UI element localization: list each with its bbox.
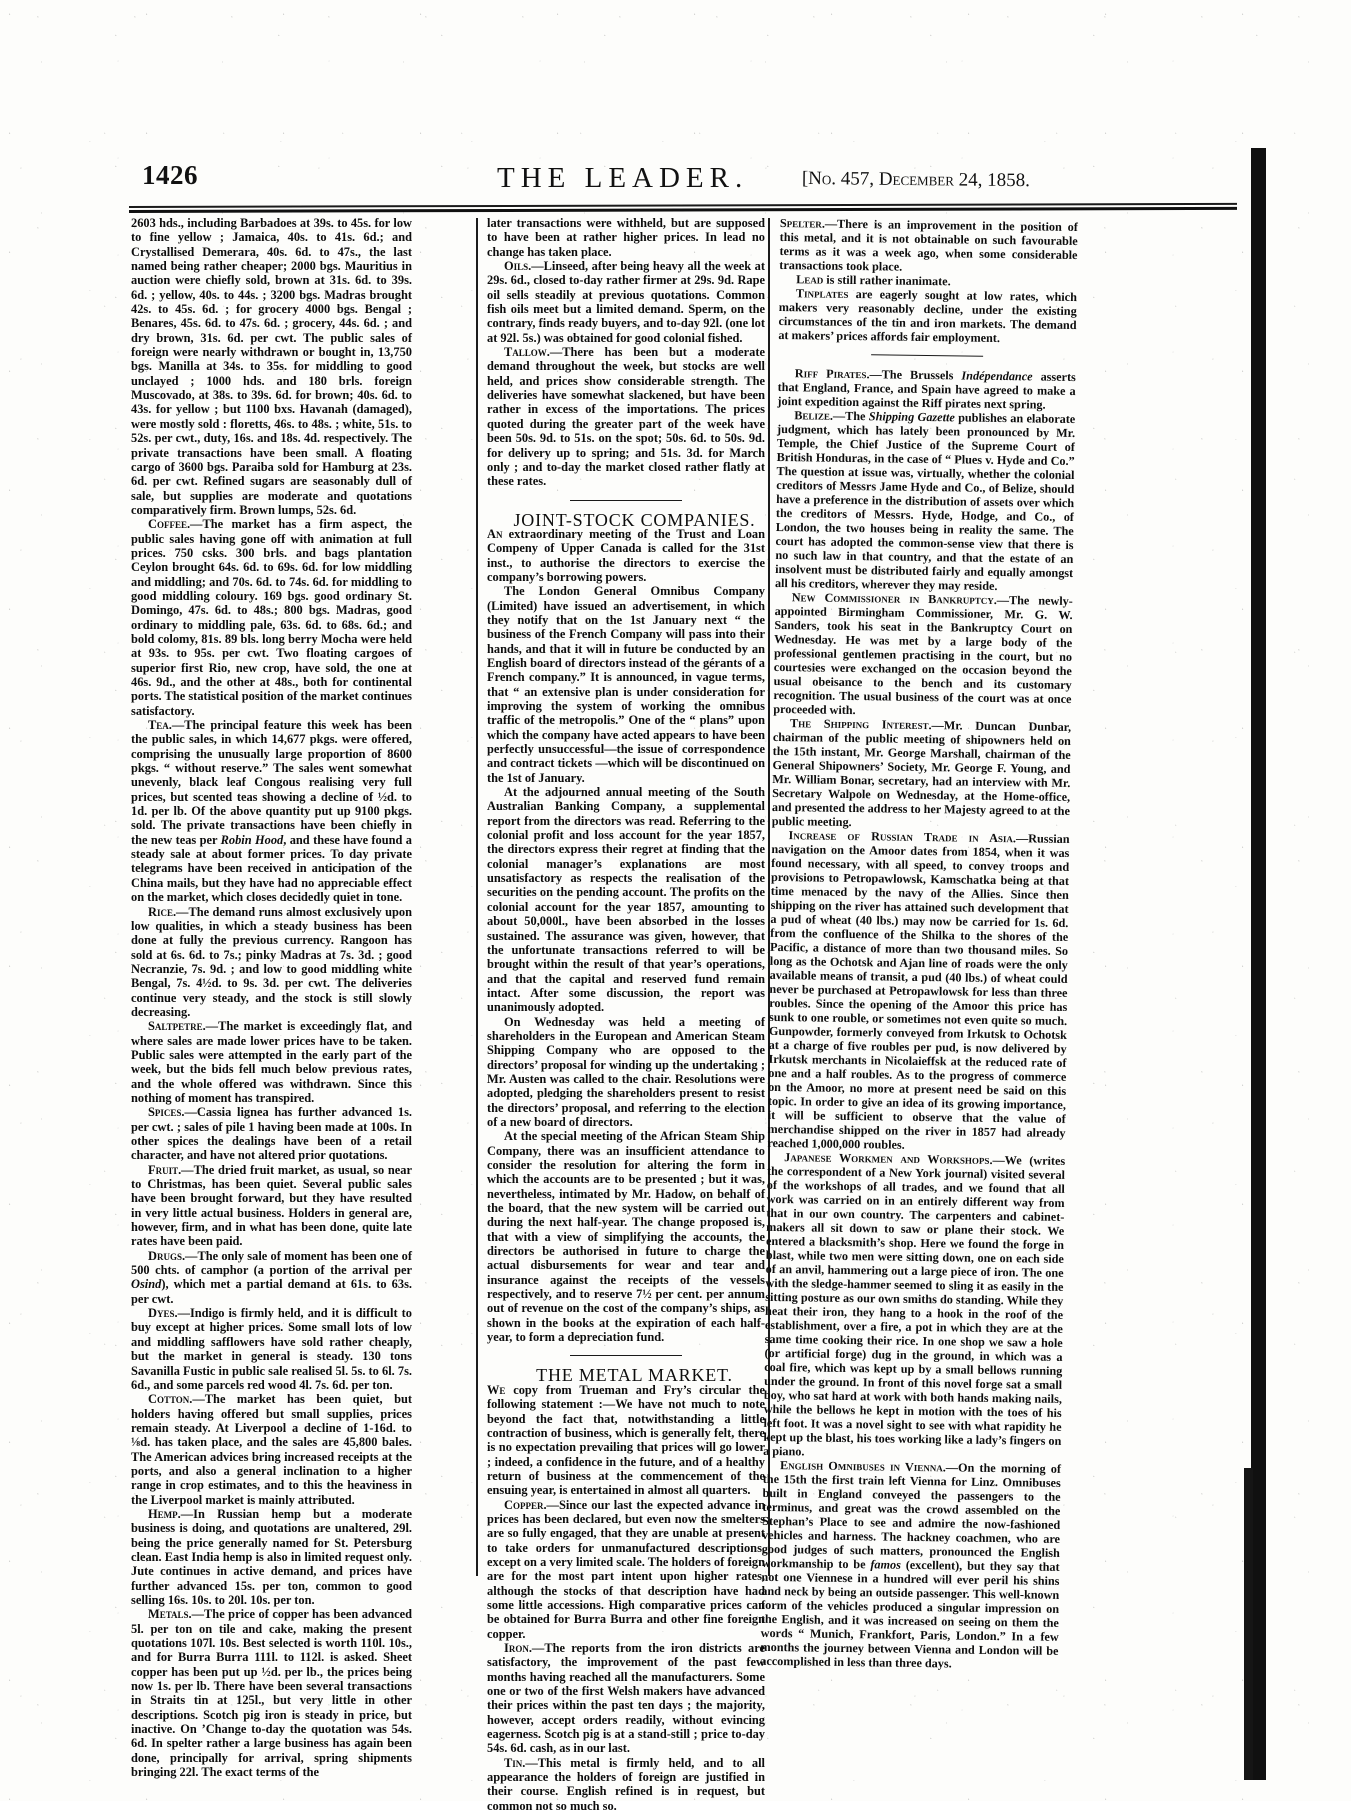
paragraph: Iron.—The reports from the iron districts are satisfactory, the improvement of the past few months having reached all the manufacturers. Some one or two of the first Welsh makers have advanced their prices within the past ten days ; the majority, however, accept orders readily, without evincing eagerness. Scotch pig is at a stand-still ; price to-day 54s. 6d. cash, as in our last.	[487, 1641, 765, 1756]
paragraph: Tin.—This metal is firmly held, and to all appearance the holders of foreign are justified in their course. English refined is in request, but common not so much so.	[487, 1755, 765, 1813]
paragraph: Copper.—Since our last the expected advance in prices has been declared, but even now the smelters are so fully engaged, that they are unable at present to take orders for unmanufactured descriptions, except on a very limited scale. The holders of foreign are for the most part intent upon higher rates, although the stocks of that description have had some little accessions. High comparative prices can be obtained for Burra Burra and other fine foreign copper.	[487, 1497, 765, 1641]
paragraph: On Wednesday was held a meeting of shareholders in the European and American Steam Shipping Company who are opposed to the directors’ proposal for winding up the undertaking ; Mr. Austen was called to the chair. Resolutions were adopted, pledging the shareholders present to resist the directors’ proposal, and referring to the election of a new board of directors.	[487, 1014, 765, 1129]
paragraph: We copy from Trueman and Fry’s circular the following statement :—We have not much to note beyond the fact that, notwithstanding a little contraction of business, which is generally felt, there is no expectation prevailing that prices will go lower ; indeed, a confidence in the future, and of a healthy return of business at the commencement of the ensuing year, is entertained in almost all quarters.	[487, 1382, 765, 1498]
paragraph: Fruit.—The dried fruit market, as usual, so near to Christmas, has been quiet. Several public sales have been brought forward, but they have resulted in very little actual business. Holders in general are, however, firm, and in what has been done, quite late rates have been paid.	[131, 1162, 412, 1249]
scan-gutter-edge	[1251, 148, 1266, 1780]
paragraph: 2603 hds., including Barbadoes at 39s. to 45s. for low to fine yellow ; Jamaica, 40s. to 41s. 6d.; and Crystallised Demerara, 40s. 6d. to 47s., the last named being rather cheaper; 2000 bgs. Mauritius in auction were chiefly sold, brown at 31s. 6d. to 39s. 6d. ; yellow, 40s. to 44s. ; 3200 bgs. Madras brought 42s. to 45s. 6d. ; for grocery 4000 bgs. Bengal ; Benares, 45s. 6d. to 47s. 6d. ; grocery, 44s. 6d. ; and dry brown, 31s. 6d. per cwt. The public sales of foreign were nearly withdrawn or bought in, 13,750 bgs. Manilla at 34s. to 35s. for middling to good unclayed ; 1000 hds. and 180 brls. foreign Muscovado, at 38s. to 39s. 6d. for brown; 40s. 6d. to 43s. for yellow ; but 1100 bxs. Havanah (damaged), were mostly sold : floretts, 46s. to 48s. ; white, 51s. to 52s. per cwt., duty, 16s. and 18s. 4d. respectively. The private transactions have been small. A floating cargo of 3600 bgs. Paraiba sold for Hamburg at 23s. 6d. per cwt. Refined sugars are seasonably dull of sale, but supplies are moderate and quotations comparatively firm. Brown lumps, 52s. 6d.	[131, 216, 412, 517]
column-three	[760, 216, 1078, 1672]
paper-title: THE LEADER.	[497, 162, 749, 194]
paragraph: later transactions were withheld, but are supposed to have been at rather higher prices. In lead no change has taken place.	[487, 216, 765, 259]
paragraph: At the special meeting of the African Steam Ship Company, there was an insufficient attendance to consider the resolution for altering the form in which the accounts are to be presented ; but it was, nevertheless, intimated by Mr. Hadow, on behalf of the board, that the new system will be carried out during the next half-year. The change proposed is, that with a view of simplifying the accounts, the directors be authorised in future to charge the actual disbursements for wear and tear and insurance against the receipts of the vessels respectively, and to reserve 7½ per cent. per annum out of revenue on the cost of the company’s ships, as shown in the books at the expiration of each half-year, to form a depreciation fund.	[487, 1129, 765, 1345]
scan-gutter-edge-lower	[1244, 1468, 1253, 1780]
paragraph: Drugs.—The only sale of moment has been one of 500 chts. of camphor (a portion of the arrival per Osind), which met a partial demand at 61s. to 63s. per cwt.	[131, 1248, 412, 1306]
paragraph: Coffee.—The market has a firm aspect, the public sales having gone off with animation at full prices. 750 csks. 300 brls. and bags plantation Ceylon brought 64s. 6d. to 69s. 6d. for low middling and middling; and 70s. 6d. to 74s. 6d. for middling to good middling coloury. 169 bgs. good ordinary St. Domingo, 47s. 6d. to 48s.; 800 bgs. Madras, good ordinary to middling pale, 63s. 6d. to 68s. 6d.; and bold colomy, 81s. 89 bls. long berry Mocha were held at 93s. to 95s. per cwt. Two floating cargoes of superior first Rio, new crop, have sold, the one at 46s. 9d., and the other at 48s., both for continental ports. The statistical position of the market continues satisfactory.	[131, 517, 412, 718]
column-one	[131, 216, 412, 1779]
paragraph: Tinplates are eagerly sought at low rates, which makers very reasonably decline, under the existing circumstances of the tin and iron markets. The demand at makers’ prices affords fair employment.	[778, 286, 1078, 346]
news-item: Increase of Russian Trade in Asia.—Russian navigation on the Amoor dates from 1854, when it was found necessary, with all speed, to convey troops and provisions to Petropawlowsk, Kamschatka being at that time menaced by the navy of the Allies. Since then shipping on the river has attained such development that a pud of wheat (40 lbs.) may now be carried for 1s. 6d. from the confluence of the Shilka to the shores of the Pacific, a distance of more than two thousand miles. So long as the Ochotsk and Ajan line of roads were the only available means of transit, a pud (40 lbs.) of wheat could never be purchased at Petropawlowsk for less than three roubles. Since the opening of the Amoor this price has sunk to one rouble, or sometimes not even quite so much. Gunpowder, formerly conveyed from Irkutsk to Ochotsk at a charge of five roubles per pud, is now delivered by Irkutsk merchants in Nicolaieffsk at the reduced rate of one and a half roubles. As to the progress of commerce on the Amoor, no more at present need be said on this topic. In order to give an idea of its growing importance, it will be sufficient to observe that the value of merchandise shipped on the river in 1857 had already reached 1,000,000 roubles.	[767, 828, 1070, 1152]
paragraph: At the adjourned annual meeting of the South Australian Banking Company, a supplemental report from the directors was read. Referring to the colonial profit and loss account for the year 1857, the directors express their regret at finding that the colonial manager’s explanations are most unsatisfactory as respects the realisation of the securities on the pending account. The profits on the colonial account for the year 1857, amounting to about 50,000l., have been absorbed in the losses sustained. The assurance was given, however, that the unfortunate transactions referred to will be brought within the result of that year’s operations, and that the capital and reserved fund remain intact. After some discussion, the report was unanimously adopted.	[487, 785, 765, 1015]
column-two	[487, 216, 765, 1813]
masthead	[0, 160, 1270, 204]
news-item: English Omnibuses in Vienna.—On the morning of the 15th the first train left Vienna for Linz. Omnibuses built in England conveyed the passengers to the terminus, and great was the crowd assembled on the Stephan’s Place to see and admire the now-fashioned vehicles and harness. The hackney coachmen, who are good judges of such matters, pronounced the English workmanship to be famos (excellent), but they say that not one Viennese in a hundred will ever peril his shins and neck by being an outside passenger. This well-known form of the vehicles produced a singular impression on the English, and it was increased on seeing on them the words “ Munich, Frankfort, Paris, London.” In a few months the journey between Vienna and London will be accomplished in less than three days.	[760, 1458, 1062, 1671]
news-item: Riff Pirates.—The Brussels Indépendance asserts that England, France, and Spain have agreed to make a joint expedition against the Riff pirates next spring.	[777, 366, 1076, 412]
paragraph: Spices.—Cassia lignea has further advanced 1s. per cwt. ; sales of pile 1 having been made at 100s. In other spices the dealings have been of a retail character, and have not altered prior quotations.	[131, 1105, 412, 1163]
paragraph: Metals.—The price of copper has been advanced 5l. per ton on tile and cake, making the present quotations 107l. 10s. Best selected is worth 110l. 10s., and for Burra Burra 111l. to 112l. is asked. Sheet copper has been put up ½d. per lb., the prices being now 1s. per lb. There have been several transactions in Straits tin at 125l., but very little in other descriptions. Scotch pig iron is steady in price, but inactive. On ’Change to-day the quotation was 54s. 6d. In spelter rather a large business has again been done, principally for arrival, spring shipments bringing 22l. The exact terms of the	[131, 1607, 412, 1780]
issue-line: [No. 457, December 24, 1858.	[801, 168, 1031, 192]
paragraph: Lead is still rather inanimate.	[796, 272, 951, 289]
paragraph: Cotton.—The market has been quiet, but holders having offered but small supplies, prices remain steady. At Liverpool a decline of 1-16d. to ⅛d. has taken place, and the sales are 45,800 bales. The American advices bring increased receipts at the ports, and also a general inclination to a higher range in crop estimates, and to this the heaviness in the Liverpool market is mainly attributed.	[131, 1392, 412, 1507]
paragraph: Spelter.—There is an improvement in the position of this metal, and it is not obtainable on such favourable terms as it was a week ago, when some considerable transactions took place.	[779, 216, 1078, 274]
paragraph: Rice.—The demand runs almost exclusively upon low qualities, in which a steady business has been done at fully the previous currency. Rangoon has sold at 6s. 6d. to 7s.; pinky Madras at 7s. 3d. ; good Necranzie, 7s. 9d. ; and low to good middling white Bengal, 7s. 4½d. to 9s. 3d. per cwt. The deliveries continue very steady, and the stock is still slowly decreasing.	[131, 904, 412, 1019]
page-folio-number: 1426	[142, 160, 198, 190]
paragraph: The London General Omnibus Company (Limited) have issued an advertisement, in which they notify that on the 1st January next “ the business of the French Company will pass into their hands, and that it will in future be conducted by an English board of directors instead of the gérants of a French company.” It is announced, in vague terms, that “ an extensive plan is under consideration for improving the system of working the omnibus traffic of the metropolis.” One of the “ plans” upon which the company have acted appears to have been perfectly unsuccessful—the issue of correspondence and contract tickets —which will be discontinued on the 1st of January.	[487, 584, 765, 785]
masthead-rule	[129, 206, 1237, 212]
paragraph: Saltpetre.—The market is exceedingly flat, and where sales are made lower prices have to be taken. Public sales were attempted in the early part of the week, but the bids fell much below previous rates, and the whole offered was withdrawn. Since this nothing of moment has transpired.	[131, 1019, 412, 1105]
section-divider	[871, 354, 983, 357]
paragraph: Hemp.—In Russian hemp but a moderate business is doing, and quotations are unaltered, 29l. being the price generally named for St. Petersburg clean. East India hemp is also in limited request only. Jute continues in active demand, and prices have further advanced 15s. per ton, common to good selling 16s. 10s. to 20l. 10s. per ton.	[131, 1506, 412, 1607]
paragraph: An extraordinary meeting of the Trust and Loan Compeny of Upper Canada is called for the 31st inst., to authorise the directors to exercise the company’s borrowing powers.	[487, 526, 765, 584]
paragraph: Dyes.—Indigo is firmly held, and it is difficult to buy except at higher prices. Some small lots of low and middling safflowers have sold rather cheaply, but the market in general is steady. 130 tons Savanilla Fustic in public sale realised 5l. 5s. to 6l. 7s. 6d., and some parcels red wood 4l. 7s. 6d. per ton.	[131, 1306, 412, 1392]
news-item: New Commissioner in Bankruptcy.—The newly-appointed Birmingham Commissioner, Mr. G. W. Sanders, took his seat in the Bankruptcy Court on Wednesday. He was met by a large body of the professional gentlemen practising in the court, but no courtesies were exchanged on the occasion beyond the usual obeisance to the bench and its customary recognition. The usual business of the court was at once proceeded with.	[773, 590, 1073, 718]
section-heading-joint-stock: JOINT-STOCK COMPANIES.	[513, 509, 756, 530]
section-heading-metal-market: THE METAL MARKET.	[536, 1365, 733, 1386]
paragraph: Oils.—Linseed, after being heavy all the week at 29s. 6d., closed to-day rather firmer at 29s. 9d. Rape oil sells steadily at previous quotations. Common fish oils meet but a limited demand. Sperm, on the contrary, finds ready buyers, and to-day 92l. (one lot at 92l. 5s.) was obtained for good colonial fished.	[487, 259, 765, 345]
section-divider	[570, 1355, 682, 1356]
paragraph: Tea.—The principal feature this week has been the public sales, in which 14,677 pkgs. were offered, comprising the unusually large proportion of 8600 pkgs. “ without reserve.” The sales went somewhat unevenly, black leaf Congous realising very full prices, but scented teas showing a decline of ½d. to 1d. per lb. Of the above quantity put up 9100 pkgs. sold. The private transactions have been chiefly in the new teas per Robin Hood, and these have found a steady sale at about former prices. To day private telegrams have been received in anticipation of the China mails, but they have had no appreciable effect on the market, which closes decidedly quiet in tone.	[131, 718, 412, 905]
column-rule-1	[476, 218, 478, 1576]
section-divider	[570, 500, 682, 501]
paragraph: Tallow.—There has been but a moderate demand throughout the week, but stocks are well held, and prices show considerable strength. The deliveries have somewhat slackened, but have been rather in excess of the importations. The prices quoted during the greater part of the week have been 50s. 9d. to 51s. on the spot; 50s. 6d. to 50s. 9d. for delivery up to spring; and 51s. 3d. for March only ; and to-day the market closed rather flatly at these rates.	[487, 345, 765, 489]
news-item: The Shipping Interest.—Mr. Duncan Dunbar, chairman of the public meeting of shipowners held on the 15th instant, Mr. George Marshall, chairman of the General Shipowners’ Society, Mr. George F. Young, and Mr. William Bonar, secretary, had an interview with Mr. Secretary Walpole on Wednesday, at the Home-office, and presented the address to her Majesty agreed to at the public meeting.	[771, 716, 1072, 830]
news-item: Japanese Workmen and Workshops.—We (writes the correspondent of a New York journal) visited several of the workshops of all trades, and we found that all work was carried on in an entirely different way from that in our own country. The carpenters and cabinet-makers all sit down to saw or plane their stock. We entered a blacksmith’s shop. Here we found the forge in blast, while two men were sitting down, one on each side of an anvil, hammering out a large piece of iron. The one with the sledge-hammer seemed to sling it as easily in the sitting posture as our own smiths do standing. While they heat their iron, they hang to a hook in the roof of the establishment, over a fire, a pot in which they are at the same time cooking their rice. In one shop we saw a hole (or artificial forge) dug in the ground, in which was a coal fire, which was kept up by a small bellows running under the ground. In front of this novel forge sat a small boy, who sat hard at work with both hands making nails, while the bellows he kept in motion with the toes of his left foot. It was a novel sight to see with what rapidity he kept up the blast, his toes working like a lady’s fingers on a piano.	[763, 1150, 1066, 1459]
news-item: Belize.—The Shipping Gazette publishes an elaborate judgment, which has lately been pronounced by Mr. Temple, the Chief Justice of the Supreme Court of British Honduras, in the case of “ Plues v. Hyde and Co.” The question at issue was, virtually, whether the colonial creditors of Messrs Jame Hyde and Co., of Belize, should have a preference in the distribution of assets over which the creditors of Messrs. Hyde, Hodge, and Co., of London, the two houses being in reality the same. The court has adopted the common-sense view that there is no such law in that country, and that the estate of an insolvent must be distributed fairly and equally amongst all his creditors, wherever they may reside.	[774, 408, 1076, 593]
